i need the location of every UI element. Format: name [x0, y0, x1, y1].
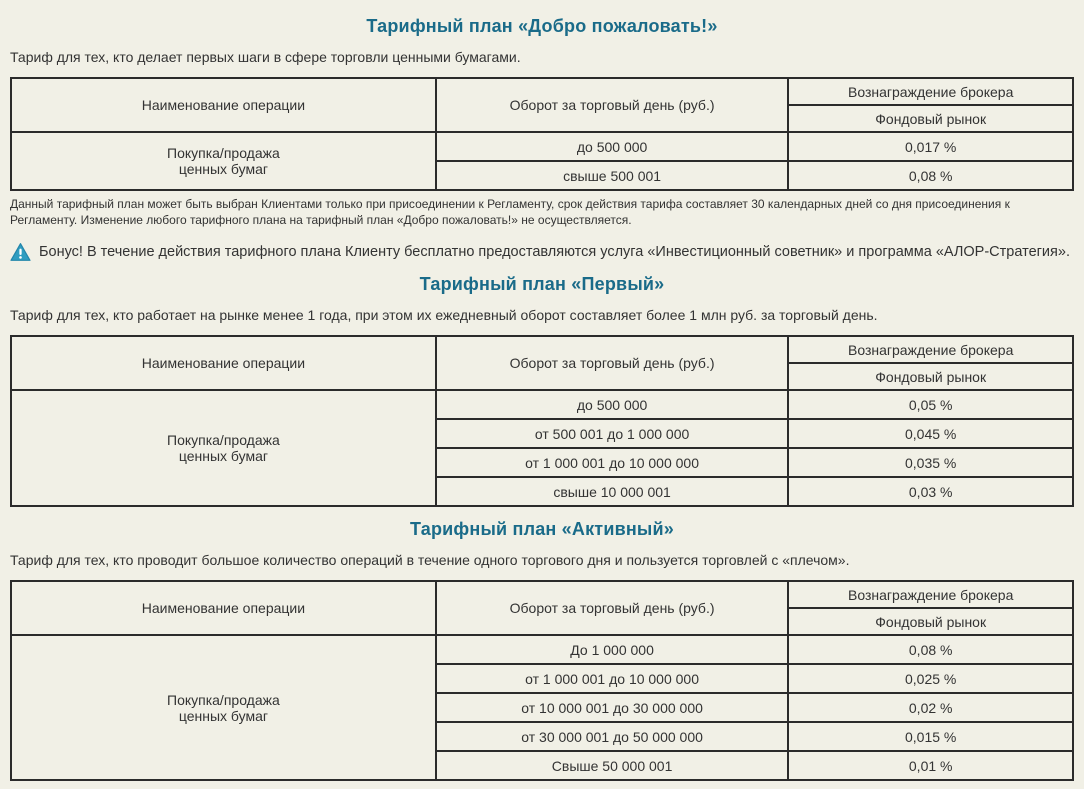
- operation-cell: Покупка/продажа ценных бумаг: [11, 132, 436, 190]
- col-header-turnover: Оборот за торговый день (руб.): [436, 336, 789, 390]
- tariff-row: [11, 132, 1073, 161]
- section-title: Тарифный план «Добро пожаловать!»: [366, 16, 718, 36]
- col-header-turnover: Оборот за торговый день (руб.): [436, 581, 789, 635]
- rate-cell: 0,08 %: [788, 635, 1073, 664]
- turnover-cell: до 500 000: [436, 390, 789, 419]
- table-header-row: [11, 78, 1073, 105]
- table-header-row: [11, 581, 1073, 608]
- col-header-operation: Наименование операции: [11, 581, 436, 635]
- turnover-cell: Свыше 50 000 001: [436, 751, 789, 780]
- operation-cell: Покупка/продажа ценных бумаг: [11, 635, 436, 780]
- col-header-operation: Наименование операции: [11, 78, 436, 132]
- rate-cell: 0,025 %: [788, 664, 1073, 693]
- col-header-stock-market: Фондовый рынок: [788, 363, 1073, 390]
- col-header-stock-market: Фондовый рынок: [788, 608, 1073, 635]
- turnover-cell: от 10 000 001 до 30 000 000: [436, 693, 789, 722]
- bonus-note: [10, 242, 1074, 262]
- rate-cell: 0,02 %: [788, 693, 1073, 722]
- col-header-stock-market: Фондовый рынок: [788, 105, 1073, 132]
- rate-cell: 0,01 %: [788, 751, 1073, 780]
- turnover-cell: от 1 000 001 до 10 000 000: [436, 664, 789, 693]
- rate-cell: 0,017 %: [788, 132, 1073, 161]
- col-header-operation: Наименование операции: [11, 336, 436, 390]
- turnover-cell: до 500 000: [436, 132, 789, 161]
- section-title: Тарифный план «Активный»: [410, 519, 674, 539]
- section-title: Тарифный план «Первый»: [419, 274, 665, 294]
- tariff-table: [10, 77, 1074, 191]
- turnover-cell: от 30 000 001 до 50 000 000: [436, 722, 789, 751]
- col-header-broker-reward: Вознаграждение брокера: [788, 581, 1073, 608]
- table-header-row: [11, 336, 1073, 363]
- rate-cell: 0,08 %: [788, 161, 1073, 190]
- tariff-table: [10, 580, 1074, 781]
- turnover-cell: До 1 000 000: [436, 635, 789, 664]
- tariff-section-active: [10, 519, 1074, 781]
- turnover-cell: от 500 001 до 1 000 000: [436, 419, 789, 448]
- rate-cell: 0,035 %: [788, 448, 1073, 477]
- bonus-text: Бонус! В течение действия тарифного плана Клиенту бесплатно предоставляются услуга «Инвестиционный советник» и программа «АЛОР-Стратегия».: [39, 244, 1070, 260]
- col-header-broker-reward: Вознаграждение брокера: [788, 336, 1073, 363]
- section-subtitle: Тариф для тех, кто работает на рынке менее 1 года, при этом их ежедневный оборот составляет более 1 млн руб. за торговый день.: [10, 307, 878, 323]
- tariff-row: [11, 635, 1073, 664]
- col-header-broker-reward: Вознаграждение брокера: [788, 78, 1073, 105]
- section-subtitle: Тариф для тех, кто проводит большое количество операций в течение одного торгового дня и пользуется торговлей с «плечом».: [10, 552, 850, 568]
- col-header-turnover: Оборот за торговый день (руб.): [436, 78, 789, 132]
- tariff-row: [11, 390, 1073, 419]
- operation-cell: Покупка/продажа ценных бумаг: [11, 390, 436, 506]
- tariff-section-first: [10, 274, 1074, 507]
- tariff-section-welcome: [10, 16, 1074, 262]
- tariff-table: [10, 335, 1074, 507]
- rate-cell: 0,015 %: [788, 722, 1073, 751]
- rate-cell: 0,05 %: [788, 390, 1073, 419]
- turnover-cell: от 1 000 001 до 10 000 000: [436, 448, 789, 477]
- turnover-cell: свыше 10 000 001: [436, 477, 789, 506]
- warning-icon: [10, 242, 31, 262]
- rate-cell: 0,045 %: [788, 419, 1073, 448]
- turnover-cell: свыше 500 001: [436, 161, 789, 190]
- plan-note: Данный тарифный план может быть выбран Клиентами только при присоединении к Регламенту, срок действия тарифа составляет 30 календарных дней со дня присоединения к Регламенту. Изменение любого тарифного плана на тарифный план «Добро пожаловать!» не осуществляется.: [10, 197, 1010, 227]
- rate-cell: 0,03 %: [788, 477, 1073, 506]
- section-subtitle: Тариф для тех, кто делает первых шаги в сфере торговли ценными бумагами.: [10, 49, 521, 65]
